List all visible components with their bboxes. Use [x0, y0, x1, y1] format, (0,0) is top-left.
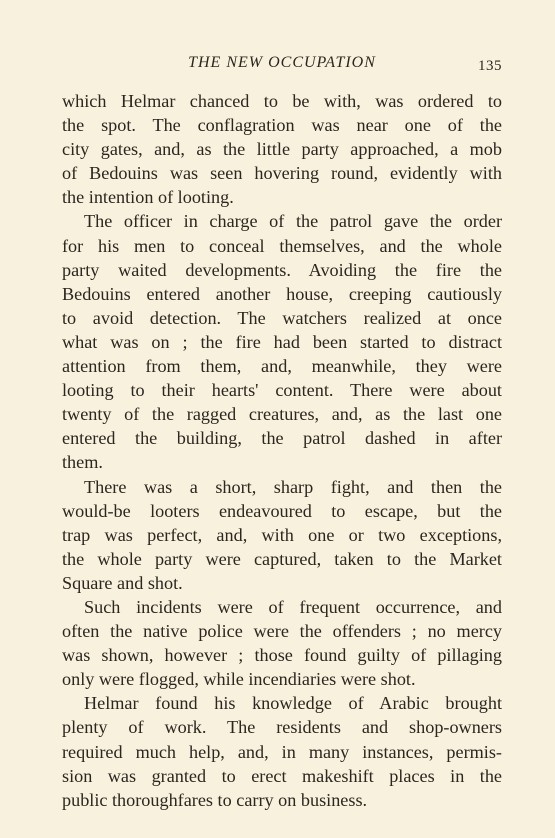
text-line: the intention of looting. [62, 187, 234, 208]
text-line: Square and shot. [62, 572, 183, 593]
text-line: what was on ; the fire had been started to distract [62, 331, 502, 352]
text-line: plenty of work. The residents and shop-owners [62, 717, 502, 738]
text-line: only were flogged, while incendiaries were shot. [62, 669, 416, 690]
text-line: twenty of the ragged creatures, and, as the last one [62, 404, 502, 425]
paragraph [62, 89, 502, 209]
text-line: Helmar found his knowledge of Arabic brought [84, 693, 502, 714]
text-line: trap was perfect, and, with one or two exceptions, [62, 524, 502, 545]
text-line: the spot. The conflagration was near one of the [62, 115, 502, 136]
text-line: party waited developments. Avoiding the fire the [62, 259, 502, 280]
text-line: There was a short, sharp fight, and then the [84, 476, 502, 497]
running-title: THE NEW OCCUPATION [188, 54, 376, 71]
text-line: looting to their hearts' content. There were about [62, 380, 502, 401]
text-line: entered the building, the patrol dashed in after [62, 428, 502, 449]
text-line: sion was granted to erect makeshift places in the [62, 765, 502, 786]
text-line: public thoroughfares to carry on business. [62, 789, 368, 810]
text-line: attention from them, and, meanwhile, they were [62, 356, 502, 377]
text-line: them. [62, 452, 103, 473]
text-line: Bedouins entered another house, creeping cautiously [62, 283, 502, 304]
paragraph [62, 475, 502, 595]
page-number: 135 [478, 58, 502, 74]
text-line: required much help, and, in many instances, permis- [62, 741, 502, 762]
body-text [62, 89, 502, 812]
text-line: the whole party were captured, taken to the Market [62, 548, 502, 569]
paragraph [62, 209, 502, 474]
text-line: The officer in charge of the patrol gave the order [84, 211, 502, 232]
text-line: would-be looters endeavoured to escape, but the [62, 500, 502, 521]
text-line: to avoid detection. The watchers realized at once [62, 307, 502, 328]
text-line: Such incidents were of frequent occurrence, and [84, 596, 502, 617]
text-line: which Helmar chanced to be with, was ordered to [62, 91, 502, 111]
paragraph [62, 691, 502, 811]
text-line: often the native police were the offenders ; no mercy [62, 621, 502, 642]
paragraph [62, 595, 502, 691]
text-line: city gates, and, as the little party approached, a mob [62, 139, 502, 160]
text-line: for his men to conceal themselves, and the whole [62, 235, 502, 256]
text-line: was shown, however ; those found guilty of pillaging [62, 645, 502, 666]
text-line: of Bedouins was seen hovering round, evidently with [62, 163, 502, 184]
running-head [62, 52, 502, 76]
